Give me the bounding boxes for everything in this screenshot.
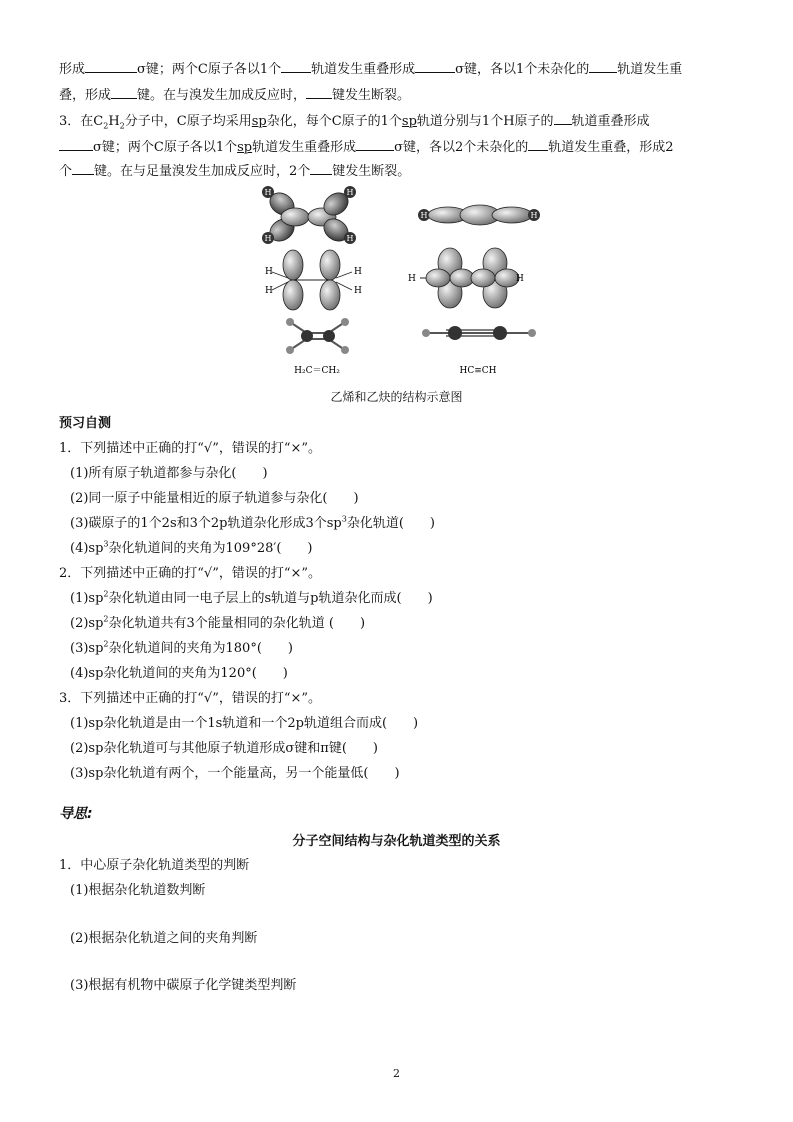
text: 轨道发生重: [617, 62, 683, 77]
fill-blank: [85, 60, 137, 73]
text: 杂化轨道共有3个能量相同的杂化轨道 ( ): [108, 616, 366, 631]
orbital-structure-figure: [250, 180, 550, 395]
atom-h-label: H: [354, 286, 362, 296]
q3-item-3: (3)sp杂化轨道有两个，一个能量高，另一个能量低( ): [70, 766, 400, 781]
c2h2-line-3: [59, 162, 410, 181]
atom-h-label: H: [265, 286, 273, 296]
text: 键。在与足量溴发生加成反应时，2个: [94, 164, 311, 179]
atom-h-label: H: [346, 234, 354, 243]
fill-blank: [111, 86, 137, 99]
text: (1)sp: [70, 591, 104, 606]
atom-h-label: H: [516, 274, 524, 284]
q3-item-1: (1)sp杂化轨道是由一个1s轨道和一个2p轨道组合而成( ): [70, 716, 419, 731]
fill-blank: [415, 60, 455, 73]
c2h4-line-2: [59, 86, 410, 105]
fill-blank: [310, 162, 332, 175]
guide-label: 导思:: [59, 806, 93, 822]
atom-h-label: H: [265, 267, 273, 277]
text: 叠，形成: [59, 88, 112, 103]
fill-blank: [528, 138, 548, 151]
c2h4-line-1: [59, 60, 682, 79]
section-title-preview: 预习自测: [59, 416, 112, 431]
c2h2-line-2: [59, 138, 674, 157]
superscript: 3: [341, 514, 347, 524]
text: σ键；两个C原子各以1个: [93, 140, 238, 155]
text: (2)sp: [70, 616, 104, 631]
text: 轨道发生重叠，形成2: [548, 140, 674, 155]
atom-h-label: H: [420, 211, 428, 220]
text: σ键；两个C原子各以1个: [137, 62, 282, 77]
text: 杂化轨道间的夹角为109°28′( ): [108, 541, 313, 556]
fill-blank: [589, 60, 617, 73]
q1-item-3: [70, 515, 435, 533]
fill-blank: [306, 86, 332, 99]
atom-h-label: H: [530, 211, 538, 220]
text: σ键，各以1个未杂化的: [455, 62, 590, 77]
text: (3)sp: [70, 641, 104, 656]
fill-blank: [554, 112, 572, 125]
superscript: 2: [103, 639, 109, 649]
text: 形成: [59, 62, 86, 77]
fill-blank: [281, 60, 311, 73]
text: σ键，各以2个未杂化的: [394, 140, 529, 155]
c2h2-line-1: 3．在$C_2H_2$分子中，C原子均采用sp杂化，每个C原子的1个sp轨道分别与1个H原子的 轨道重叠形成: [59, 114, 650, 131]
guide-heading: 分子空间结构与杂化轨道类型的关系: [292, 834, 501, 849]
text: sp: [401, 114, 417, 129]
ethene-pi-diagram: [265, 250, 362, 310]
text: 杂化轨道由同一电子层上的s轨道与p轨道杂化而成( ): [108, 591, 433, 606]
text: 轨道发生重叠形成: [311, 62, 416, 77]
text: 键发生断裂。: [332, 164, 411, 179]
ethyne-ball-stick: [422, 326, 536, 376]
guide-sub-3: (3)根据有机物中碳原子化学键类型判断: [70, 978, 297, 993]
q3-stem: 3．下列描述中正确的打“√”，错误的打“×”。: [59, 691, 322, 706]
superscript: 3: [103, 539, 109, 549]
atom-h-label: H: [346, 188, 354, 197]
text: 3．在C: [59, 114, 104, 129]
q1-item-2: (2)同一原子中能量相近的原子轨道参与杂化( ): [70, 491, 359, 506]
text: (4)sp: [70, 541, 104, 556]
figure-caption: 乙烯和乙炔的结构示意图: [330, 390, 463, 404]
text: 轨道分别与1个H原子的: [416, 114, 554, 129]
ethene-sigma-diagram: [262, 186, 356, 246]
text: 杂化轨道( ): [346, 516, 436, 531]
text: H: [108, 114, 120, 129]
atom-h-label: H: [408, 274, 416, 284]
q2-item-1: [70, 590, 433, 608]
fill-blank: [72, 162, 94, 175]
q2-item-3: [70, 640, 293, 658]
superscript: 2: [103, 589, 109, 599]
text: 分子中，C原子均采用: [124, 114, 252, 129]
ethyne-pi-diagram: [408, 248, 524, 308]
guide-sub-1: (1)根据杂化轨道数判断: [70, 883, 206, 898]
ethyne-sigma-diagram: [418, 205, 540, 225]
fill-blank: [59, 138, 93, 151]
fill-blank: [356, 138, 394, 151]
text: 轨道发生重叠形成: [252, 140, 357, 155]
text: 杂化，每个C原子的1个: [266, 114, 402, 129]
atom-h-label: H: [264, 234, 272, 243]
q1-stem: 1．下列描述中正确的打“√”，错误的打“×”。: [59, 441, 322, 456]
atom-h-label: H: [354, 267, 362, 277]
q2-stem: 2．下列描述中正确的打“√”，错误的打“×”。: [59, 566, 322, 581]
q3-item-2: (2)sp杂化轨道可与其他原子轨道形成σ键和π键( ): [70, 741, 378, 756]
text: 键发生断裂。: [332, 88, 411, 103]
text: 键。在与溴发生加成反应时，: [137, 88, 307, 103]
q1-item-1: (1)所有原子轨道都参与杂化( ): [70, 466, 268, 481]
text: sp: [237, 140, 253, 155]
guide-sub-2: (2)根据杂化轨道之间的夹角判断: [70, 931, 258, 946]
guide-point-1: 1．中心原子杂化轨道类型的判断: [59, 858, 250, 873]
ethyne-formula-label: HC≡CH: [459, 366, 497, 376]
ethene-ball-stick: [286, 318, 349, 376]
text: (3)碳原子的1个2s和3个2p轨道杂化形成3个sp: [70, 516, 342, 531]
q1-item-4: [70, 540, 312, 558]
page-number: 2: [393, 1067, 400, 1080]
q2-item-2: [70, 615, 365, 633]
text: sp: [251, 114, 267, 129]
text: 轨道重叠形成: [571, 114, 650, 129]
ethene-formula-label: H₂C＝CH₂: [294, 366, 340, 376]
q2-item-4: (4)sp杂化轨道间的夹角为120°( ): [70, 666, 288, 681]
superscript: 2: [103, 614, 109, 624]
text: 个: [59, 164, 73, 179]
atom-h-label: H: [264, 188, 272, 197]
text: 杂化轨道间的夹角为180°( ): [108, 641, 293, 656]
